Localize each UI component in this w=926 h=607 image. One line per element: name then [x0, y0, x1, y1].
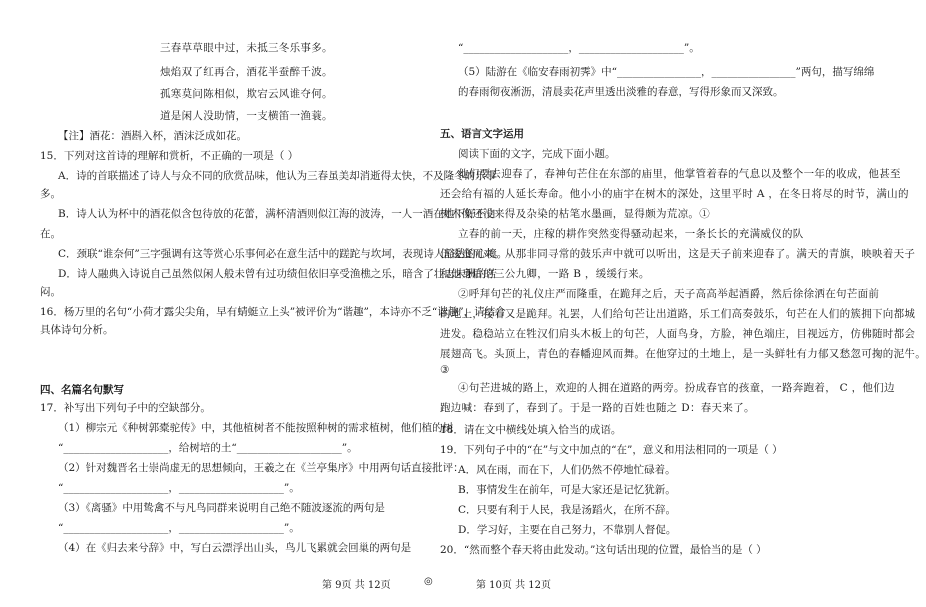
poem-line-4: 道是闲人没助情，一支横笛一渔蓑。	[160, 110, 333, 122]
q15-stem: 15．下列对这首诗的理解和赏析，不正确的一项是（ ）	[40, 150, 299, 162]
passage-p4-line1: ④句芒进城的路上，欢迎的人拥在道路的两旁。扮成春官的孩童，一路奔跑着， C ，他们边	[458, 382, 895, 394]
poem-note: 【注】酒花：酒斟入杯，酒沫泛成如花。	[58, 130, 247, 142]
poem-line-1: 三春草草眼中过，未抵三冬乐事多。	[160, 42, 333, 54]
q17-item-4-blank: “____________________，____________________”。	[458, 42, 700, 54]
q19-option-d: D．学习好，主要在自己努力，不靠别人督促。	[458, 524, 677, 536]
q17-item-3-blank: “____________________，____________________”。	[58, 522, 300, 534]
passage-p2-line3: 和他身后的三公九卿，一路 B ，缓缓行来。	[440, 268, 650, 280]
q15-option-d: D．诗人融典入诗说自己虽然似闲人般未曾有过功绩但依旧享受渔樵之乐，暗含了壮志未酬的苦	[58, 268, 497, 280]
q15-option-a: A．诗的首联描述了诗人与众不同的欣赏品味，他认为三春虽美却消逝得太快，不及隆冬的乐事	[58, 170, 497, 182]
q20-stem: 20．“然而整个春天将由此发动。”这句话出现的位置，最恰当的是（ ）	[440, 544, 767, 556]
passage-p3-line2: 的地上，接着又是跪拜。礼罢，人们给句芒让出道路，乐工们高奏鼓乐，句芒在人们的簇拥下向都城	[440, 308, 916, 320]
q17-item-2: （2）针对魏晋名士崇尚虚无的思想倾向，王羲之在《兰亭集序》中用两句话直接批评：	[58, 462, 464, 474]
q19-option-b: B．事情发生在前年，可是大家还是记忆犹新。	[458, 484, 676, 496]
reading-instruction: 阅读下面的文字，完成下面小题。	[458, 148, 616, 160]
q19-stem: 19．下列句子中的“在”与文中加点的“在”，意义和用法相同的一项是（ ）	[440, 444, 783, 456]
q17-item-1-blank: “____________________，给树培的土“____________________”。	[58, 442, 358, 454]
q15-option-b-cont: 在。	[40, 228, 61, 240]
q17-item-5-cont: 的春雨彻夜淅沥，清晨卖花声里透出淡雅的春意，写得形象而又深致。	[458, 86, 784, 98]
q15-option-c: C．颈联“谁奈何”三字强调有这等赏心乐事何必在意生活中的蹉跎与坎坷，表现诗人豁达的心境。	[58, 248, 508, 260]
q18-stem: 18．请在文中横线处填入恰当的成语。	[440, 424, 622, 436]
section-heading-4: 四、名篇名句默写	[40, 384, 124, 396]
q19-option-a: A．风在雨，而在下，人们仍然不停地忙碌着。	[458, 464, 676, 476]
q19-option-c: C．只要有利于人民，我是汤蹈火，在所不辞。	[458, 504, 677, 516]
passage-p2-line1: 立春的前一天，庄稼的耕作突然变得骚动起来，一条长长的充满威仪的队	[458, 228, 804, 240]
q15-option-a-cont: 多。	[40, 188, 61, 200]
passage-p4-line2: 跑边喊：春到了，春到了。于是一路的百姓也随之 D：春天来了。	[440, 402, 755, 414]
passage-marker-3: ③	[440, 364, 450, 376]
right-page-number: 第 10页 共 12页	[476, 580, 551, 591]
q17-item-2-blank: “____________________，____________________”。	[58, 482, 300, 494]
right-page	[430, 0, 926, 592]
passage-p3-line4: 展翅高飞。头顶上，青色的春幡迎风而舞。在他穿过的土地上，是一头鲜牡有力郁又愁忽可掬的泥牛。	[440, 348, 926, 360]
binding-mark: ◎	[424, 576, 433, 587]
poem-line-2: 烛焰双了红再合，酒花半蚕醉千波。	[160, 66, 333, 78]
passage-p3-line3: 进发。稳稳站立在牲汉们肩头木板上的句芒，人面鸟身，方脸，神色端庄，目视远方，仿佛随时都会	[440, 328, 916, 340]
passage-p1-line3: 树木像还没来得及杂染的枯笔水墨画，显得颇为荒凉。①	[440, 208, 710, 220]
q16-stem: 16．杨万里的名句“小荷才露尖尖角，早有蜻蜓立上头”被评价为“谐趣”，本诗亦不乏“谐趣”，请结合	[40, 306, 506, 318]
q17-stem: 17．补写出下列句子中的空缺部分。	[40, 402, 211, 414]
q15-option-b: B．诗人认为杯中的酒花似含包待放的花蕾，满杯清酒则似江海的波涛，一人一酒在她下好不自	[58, 208, 497, 220]
passage-p1-line1: 他们要去迎春了，春神句芒住在东部的庙里，他掌管着春的气息以及整个一年的收成，他甚至	[458, 168, 901, 180]
passage-p2-line2: 伍逶迤而来。从那非同寻常的鼓乐声中就可以听出，这是天子前来迎春了。满天的青旗，映映着天子	[440, 248, 916, 260]
q17-item-4: （4）在《归去来兮辞》中，写白云漂浮出山头，鸟儿飞累就会回巢的两句是	[58, 542, 412, 554]
q15-option-d-cont: 闷。	[40, 286, 61, 298]
left-page-number: 第 9页 共 12页	[322, 580, 391, 591]
passage-p3-line1: ②呼拜句芒的礼仪庄严而隆重，在跪拜之后，天子高高举起酒爵，然后徐徐洒在句芒面前	[458, 288, 880, 300]
q17-item-3: （3）《离骚》中用鸷禽不与凡鸟同群来说明自己绝不随波逐流的两句是	[58, 502, 385, 514]
section-heading-5: 五、语言文字运用	[440, 128, 524, 140]
passage-p1-line2: 还会给有福的人延长寿命。他小小的庙宇在树木的深处，这里平时 A ，在冬日将尽的时节，满山的	[440, 188, 909, 200]
q16-stem-cont: 具体诗句分析。	[40, 324, 114, 336]
q17-item-5: （5）陆游在《临安春雨初霁》中“________________，________________”两句，描写绵绵	[458, 66, 875, 78]
q17-item-1: （1）柳宗元《种树郭橐驼传》中，其他植树者不能按照种树的需求植树，他们植的树	[58, 422, 454, 434]
poem-line-3: 孤寒莫问陈相似，欺宕云风谁夺何。	[160, 88, 333, 100]
